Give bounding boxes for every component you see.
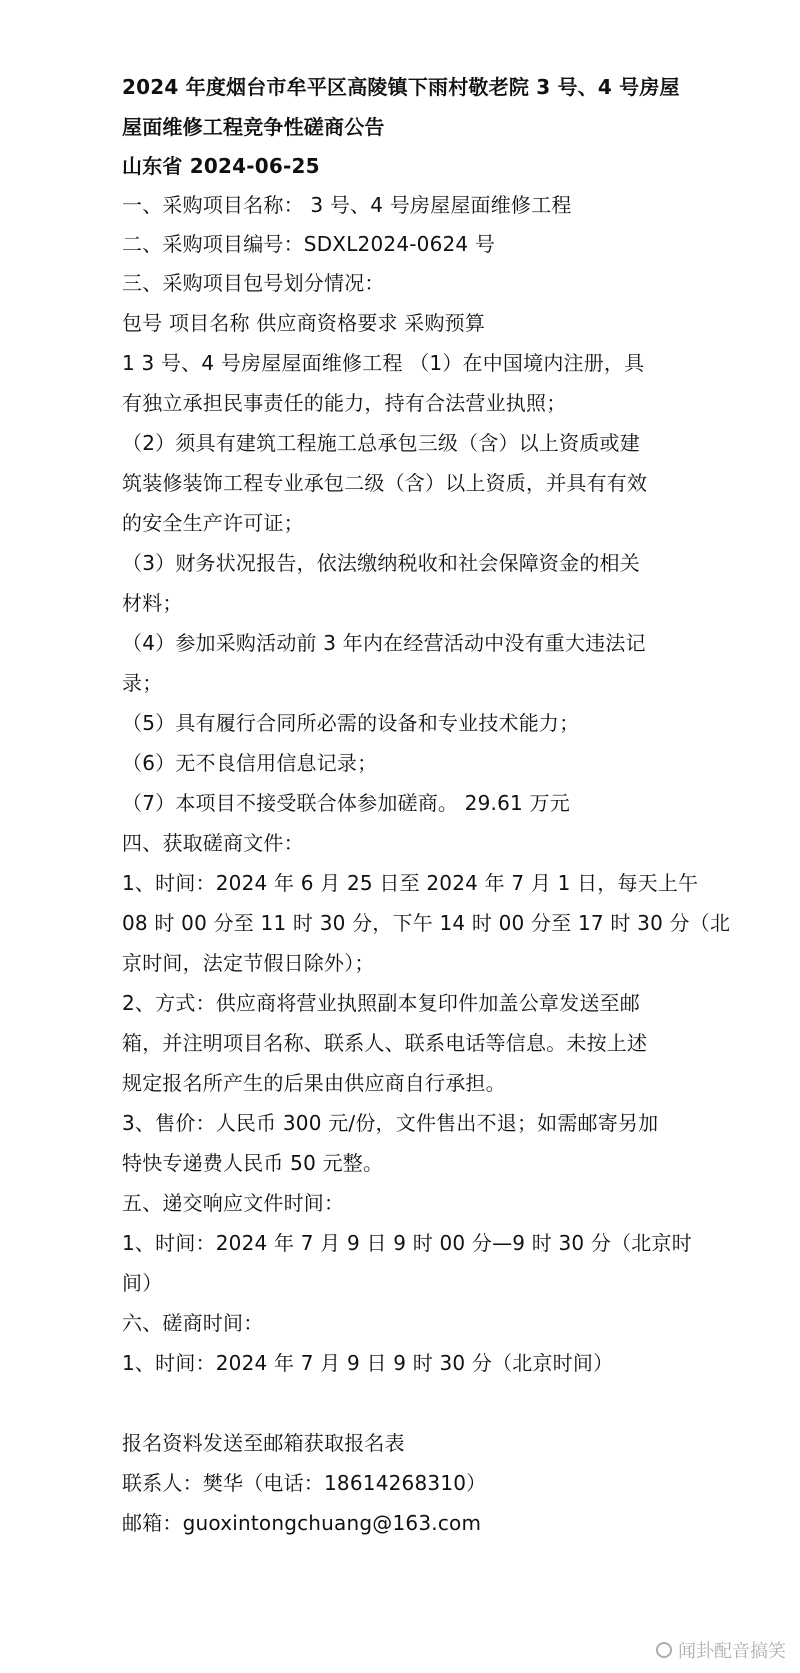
obtain-method-line-2: 箱，并注明项目名称、联系人、联系电话等信息。未按上述 xyxy=(122,1031,648,1055)
section-consultation-time: 六、磋商时间： xyxy=(122,1311,264,1335)
obtain-time-line-1: 1、时间：2024 年 6 月 25 日至 2024 年 7 月 1 日，每天上午 xyxy=(122,871,699,895)
watermark xyxy=(656,1637,786,1663)
location-date: 山东省 2024-06-25 xyxy=(122,154,320,178)
requirement-7-budget: （7）本项目不接受联合体参加磋商。 29.61 万元 xyxy=(122,791,570,815)
requirement-6: （6）无不良信用信息记录； xyxy=(122,751,378,775)
section-obtain-documents: 四、获取磋商文件： xyxy=(122,831,304,855)
requirement-2-line-1: （2）须具有建筑工程施工总承包三级（含）以上资质或建 xyxy=(122,431,640,455)
watermark-text: 闻卦配音搞笑 xyxy=(678,1641,786,1662)
price-line-1: 3、售价：人民币 300 元/份，文件售出不退；如需邮寄另加 xyxy=(122,1111,659,1135)
requirement-4-line-1: （4）参加采购活动前 3 年内在经营活动中没有重大违法记 xyxy=(122,631,646,655)
contact-email: 邮箱：guoxintongchuang@163.com xyxy=(122,1511,482,1535)
requirement-2-line-2: 筑装修装饰工程专业承包二级（含）以上资质，并具有有效 xyxy=(122,471,648,495)
signup-note: 报名资料发送至邮箱获取报名表 xyxy=(122,1431,405,1455)
section-submit-time: 五、递交响应文件时间： xyxy=(122,1191,345,1215)
requirement-3-line-1: （3）财务状况报告，依法缴纳税收和社会保障资金的相关 xyxy=(122,551,640,575)
package-line-2: 有独立承担民事责任的能力，持有合法营业执照； xyxy=(122,391,567,415)
package-table-header: 包号 项目名称 供应商资格要求 采购预算 xyxy=(122,311,486,335)
obtain-method-line-1: 2、方式：供应商将营业执照副本复印件加盖公章发送至邮 xyxy=(122,991,640,1015)
consultation-time-line-1: 1、时间：2024 年 7 月 9 日 9 时 30 分（北京时间） xyxy=(122,1351,614,1375)
section-project-name: 一、采购项目名称： 3 号、4 号房屋屋面维修工程 xyxy=(122,193,572,217)
requirement-2-line-3: 的安全生产许可证； xyxy=(122,511,304,535)
obtain-method-line-3: 规定报名所产生的后果由供应商自行承担。 xyxy=(122,1071,506,1095)
requirement-3-line-2: 材料； xyxy=(122,591,183,615)
submit-time-line-1: 1、时间：2024 年 7 月 9 日 9 时 00 分—9 时 30 分（北京时 xyxy=(122,1231,692,1255)
price-line-2: 特快专递费人民币 50 元整。 xyxy=(122,1151,384,1175)
document-title-line-1: 2024 年度烟台市牟平区高陵镇下雨村敬老院 3 号、4 号房屋 xyxy=(122,75,680,99)
document-title-line-2: 屋面维修工程竞争性磋商公告 xyxy=(122,115,385,139)
section-project-number: 二、采购项目编号：SDXL2024-0624 号 xyxy=(122,232,496,256)
package-line-1: 1 3 号、4 号房屋屋面维修工程 （1）在中国境内注册，具 xyxy=(122,351,645,375)
requirement-5: （5）具有履行合同所必需的设备和专业技术能力； xyxy=(122,711,580,735)
obtain-time-line-3: 京时间，法定节假日除外）； xyxy=(122,951,375,975)
section-package-division: 三、采购项目包号划分情况： xyxy=(122,271,385,295)
submit-time-line-2: 间） xyxy=(122,1271,163,1295)
contact-person: 联系人：樊华（电话：18614268310） xyxy=(122,1471,487,1495)
requirement-4-line-2: 录； xyxy=(122,671,163,695)
obtain-time-line-2: 08 时 00 分至 11 时 30 分，下午 14 时 00 分至 17 时 30 分（北 xyxy=(122,911,731,935)
watermark-logo-icon xyxy=(656,1642,672,1658)
